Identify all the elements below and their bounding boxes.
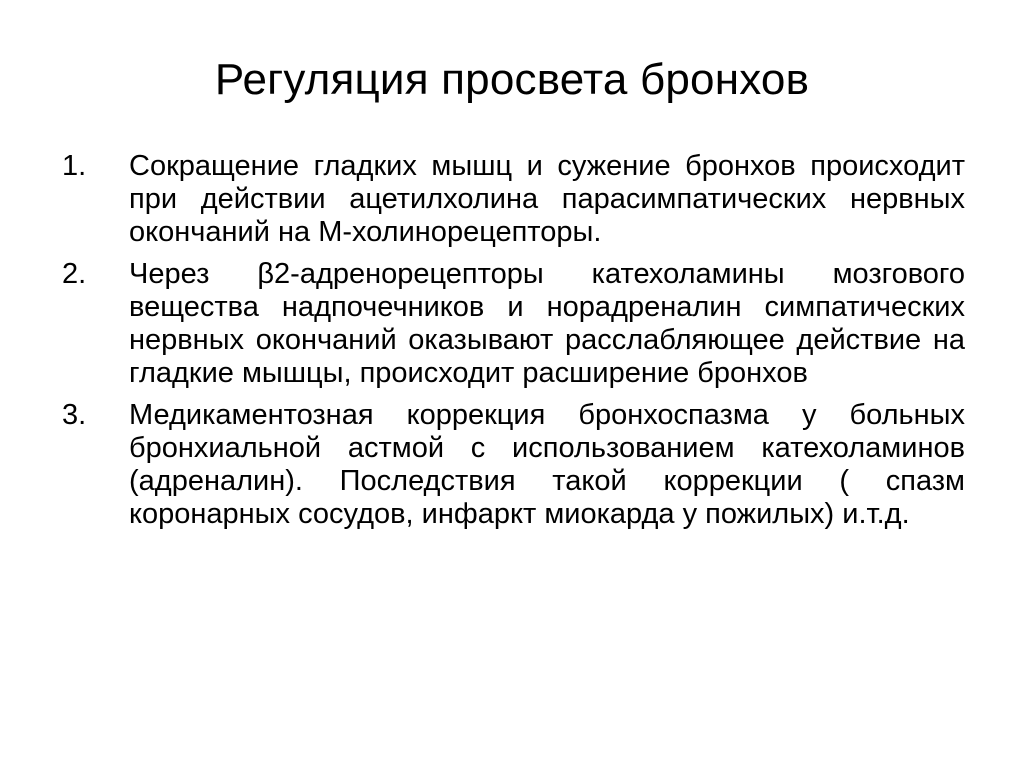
list-item-2 [62,258,965,390]
slide-title: Регуляция просвета бронхов [214,55,810,104]
list-item-text: Медикаментозная коррекция бронхоспазма у больных бронхиальной астмой с использованием катехоламинов (адреналин). Последствия такой коррекции ( спазм коронарных сосудов, инфаркт миокарда у пожилых) и.т.д. [129,399,965,530]
list-item-text: Сокращение гладких мышц и сужение бронхов происходит при действии ацетилхолина парасимпатических нервных окончаний на М-холинорецепторы. [129,150,965,248]
numbered-list [62,150,965,540]
list-item-number: 1. [62,150,87,182]
list-item-3 [62,399,965,531]
list-item-text: Через β2-адренорецепторы катехоламины мозгового вещества надпочечников и норадреналин симпатических нервных окончаний оказывают расслабляющее действие на гладкие мышцы, происходит расширение бронхов [129,258,965,389]
list-item-number: 2. [62,258,87,290]
list-item-number: 3. [62,399,87,431]
list-item-1 [62,150,965,249]
